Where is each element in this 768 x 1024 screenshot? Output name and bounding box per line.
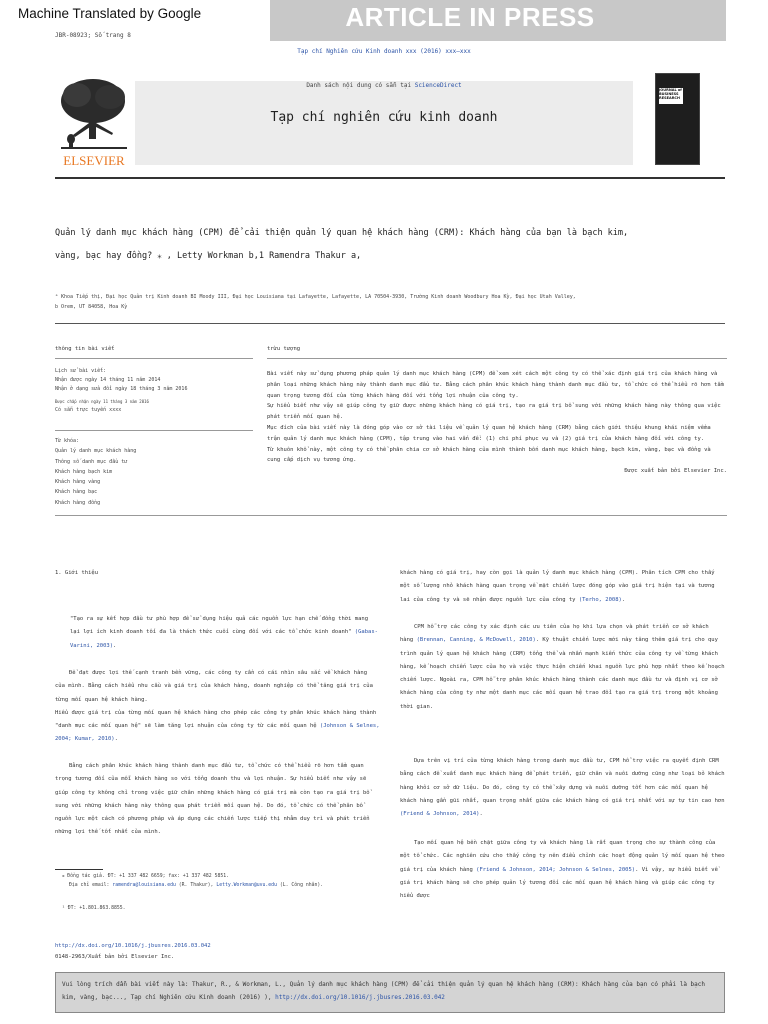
email-prefix: Địa chỉ email: <box>69 882 110 888</box>
revised-date: Nhận ở dạng sửa đổi ngày 18 tháng 3 năm 2016 <box>55 386 188 392</box>
abstract-publisher: Được xuất bản bởi Elsevier Inc. <box>624 468 727 475</box>
body-paragraph-text: Tạo mối quan hệ bền chặt giữa công ty và khách hàng là rất quan trọng cho sự thành công của một tổ chức. Các nghiên cứu cho thấy công ty nên điều chỉnh các hoạt động quản lý mối quan hệ theo giá trị của khách hàng <box>400 840 725 873</box>
citation-text <box>62 978 717 1004</box>
elsevier-wordmark: ELSEVIER <box>63 153 125 168</box>
affiliation-a-mark: ᵃ <box>55 294 59 300</box>
received-date: Nhận được ngày 14 tháng 11 năm 2014 <box>55 377 161 383</box>
citation-link[interactable]: (Friend & Johnson, 2014) <box>400 811 480 818</box>
keyword-item: Khách hàng vàng <box>55 479 101 486</box>
keyword-item: Khách hàng đồng <box>55 499 101 506</box>
manuscript-ref-code: JBR-08923; Số trang 8 <box>55 32 131 39</box>
abstract-end-rule <box>55 515 727 516</box>
article-info-heading: thông tin bài viết <box>55 346 115 352</box>
email-author: (R. Thakur), <box>178 882 214 888</box>
contents-line <box>135 82 633 89</box>
footnote-phone: ¹ ĐT: +1.801.863.8855. <box>62 906 126 911</box>
abstract-body <box>267 369 727 477</box>
online-date: Có sẵn trực tuyến xxxx <box>55 407 122 413</box>
sciencedirect-link[interactable]: ScienceDirect <box>414 82 462 89</box>
intro-paragraph-2 <box>55 760 380 840</box>
footnote-rule <box>55 869 103 870</box>
article-in-press-label: ARTICLE IN PRESS <box>345 2 595 32</box>
keyword-item: Khách hàng bạch kim <box>55 468 113 475</box>
affiliation-rule <box>55 323 725 324</box>
right-paragraph-1: khách hàng có giá trị, hay còn gọi là quản lý danh mục khách hàng (CPM). Phân tích CPM cho thấy một số lượng nhỏ khách hàng quan trọng về mặt chiến lược đóng góp vào giá trị hiện tại và tương lai của công ty và sẽ nhận được nguồn lực của công ty (Terho, 2008). <box>400 570 715 603</box>
right-paragraph-2 <box>400 621 725 714</box>
body-paragraph-text: Hiểu được giá trị của từng mối quan hệ khách hàng cho phép các công ty phân khúc khách hàng thành "danh mục các mối quan hệ" sẽ làm tăng lợi nhuận của công ty từ các mối quan hệ <box>55 709 377 730</box>
keyword-item: Thông số danh mục đầu tư <box>55 458 128 465</box>
elsevier-logo <box>55 73 133 168</box>
email-link[interactable]: ramendra@louisiana.edu <box>112 882 176 888</box>
contents-prefix: Danh sách nội dung có sẵn tại <box>306 82 412 89</box>
affiliation-b <box>55 304 127 310</box>
footnote-emails <box>62 882 382 891</box>
affiliation-a-text: Khoa Tiếp thị, Đại học Quản trị Kinh doanh BI Moody III, Đại học Louisiana tại Lafayette, Lafayette, LA 70504-3930, Trường Kinh doanh Woodbury Hoa Kỳ, Đại học Utah Valley, <box>61 294 576 300</box>
masthead-rule <box>55 177 725 179</box>
doi-link[interactable]: http://dx.doi.org/10.1016/j.jbusres.2016.03.042 <box>55 943 211 949</box>
intro-paragraph-1: Để đạt được lợi thế cạnh tranh bền vững, các công ty cần có cái nhìn sâu sắc về khách hàng của mình. Bằng cách hiểu nhu cầu và giá trị của khách hàng, doanh nghiệp có thể tăng giá trị của từng mối quan hệ khách hàng. Hiểu được giá trị của từng mối quan hệ khách hàng cho phép các công ty phân khúc khách hàng thành "danh mục các mối quan hệ" sẽ làm tăng lợi nhuận của công ty từ các mối quan hệ (Johnson & Selnes, 2004; Kumar, 2010). <box>55 667 380 747</box>
journal-name: Tạp chí nghiên cứu kinh doanh <box>270 110 498 125</box>
keywords-rule <box>55 430 253 431</box>
accepted-date: Được chấp nhận ngày 11 tháng 3 năm 2016 <box>55 399 149 404</box>
citation-link[interactable]: (Friend & Johnson, 2014; Johnson & Selnes, 2005) <box>476 866 636 873</box>
cover-title: JOURNAL of BUSINESS RESEARCH <box>659 88 682 100</box>
email-link[interactable]: Letty.Workman@uvu.edu <box>216 882 277 888</box>
abstract-paragraph: Mục đích của bài viết này là đóng góp vào cơ sở tài liệu về quản lý quan hệ khách hàng (CRM) bằng cách giới thiệu khung khái niệm vềma trận quản lý danh mục khách hàng (CPM), tập trung vào hai vấn đề: (1) chi phí phục vụ và (2) giá trị của khách hàng đối với công ty. <box>267 424 711 442</box>
history-heading: Lịch sử bài viết: <box>55 368 107 374</box>
citation-link[interactable]: (Brennan, Canning, & McDowell, 2010) <box>416 637 536 644</box>
citation-link[interactable]: (Johnson & Selnes, 2004; Kumar, 2010) <box>55 723 380 743</box>
abstract-paragraph: Từ khuôn khổ này, một công ty có thể phân chia cơ sở khách hàng của mình thành bốn danh mục khách hàng, bạch kim, vàng, bạc và đồng và cung cấp dịch vụ tương ứng. <box>267 446 711 464</box>
body-paragraph-text: . Kỹ thuật chiến lược mới này tăng thêm giá trị cho quy trình quản lý quan hệ khách hàng (CRM) tổng thể và nhấn mạnh kiến thức của công ty về từng khách hàng, kế hoạch chiến lược của họ và việc thực hiện chiến khai nguồn lực phù hợp nhất theo kế hoạch chiến lược. Ngoài ra, CPM hỗ trợ phân khúc khách hàng thành các danh mục đầu tư và định vị cơ sở khách hàng của công ty như một danh mục các mối quan hệ trao đổi tạo ra giá trị trong một khoảng thời gian. <box>400 637 725 710</box>
body-paragraph-text: CPM hỗ trợ các công ty xác định các ưu tiên của họ khi lựa chọn và phát triển cơ sở khách hàng <box>400 624 709 644</box>
article-history <box>55 367 255 415</box>
citation-link[interactable]: (Terho, 2008) <box>578 596 622 603</box>
affiliation-b-text: Orem, UT 84058, Hoa Kỳ <box>61 304 128 310</box>
article-title <box>55 222 685 268</box>
keyword-item: Khách hàng bạc <box>55 489 98 496</box>
quote-text: "Tạo ra sự kết hợp đầu tư phù hợp để sử dụng hiệu quả các nguồn lực hạn chế đồng thời mang lại lợi ích kinh doanh tối đa là thách thức cuối cùng đối với các tổ chức kinh doanh" <box>70 616 369 636</box>
email-author: (L. Công nhân). <box>279 882 324 888</box>
abstract-paragraph: Sự hiểu biết như vậy sẽ giúp công ty giữ được những khách hàng có giá trị, tạo ra giá trị bổ sung với những khách hàng này thông qua việc phát triển mối quan hệ. <box>267 403 721 421</box>
title-line-1: Quản lý danh mục khách hàng (CPM) để cải thiện quản lý quan hệ khách hàng (CRM): Khách hàng của bạn là bạch kim, <box>55 228 629 238</box>
title-line-2: vàng, bạc hay đồng? ⁎ , Letty Workman b,1 Ramendra Thakur a, <box>55 251 362 261</box>
citation-body: Vui lòng trích dẫn bài viết này là: Thakur, R., & Workman, L., Quản lý danh mục khách hàng (CPM) để cải thiện quản lý quan hệ khách hàng (CRM): Khách hàng của bạn có phải là bạch kim, vàng, bạc..., Tạp chí Nghiên cứu Kinh doanh (2016) ), <box>62 981 705 1001</box>
body-paragraph-text: Dựa trên vị trí của từng khách hàng trong danh mục đầu tư, CPM hỗ trợ việc ra quyết định CRM bằng cách đề xuất danh mục khách hàng để phát triển, giữ chân và nuôi dưỡng cũng như loại bỏ khách hàng khỏi cơ sở dữ liệu. Do đó, công ty có thể xây dựng và nuôi dưỡng tốt hơn các mối quan hệ khách hàng gần gũi nhất, quan trọng nhất giữa các khách hàng có giá trị nhất với sự tự tin cao hơn <box>400 758 725 804</box>
quote-citation-link[interactable]: (Gabas-Varini, 2003) <box>70 629 378 649</box>
affiliation-a <box>55 294 576 300</box>
epigraph-quote: "Tạo ra sự kết hợp đầu tư phù hợp để sử dụng hiệu quả các nguồn lực hạn chế đồng thời mang lại lợi ích kinh doanh tối đa là thách thức cuối cùng đối với các tổ chức kinh doanh" (Gabas-Varini, 2003). <box>70 616 378 649</box>
keywords-heading: Từ khóa: <box>55 438 80 444</box>
abstract-heading: trừu tượng <box>267 346 301 352</box>
footnote-corresponding <box>62 873 382 891</box>
affiliation-b-mark: b <box>55 304 59 310</box>
section-heading: 1. Giới thiệu <box>55 570 99 576</box>
body-paragraph-text: khách hàng có giá trị, hay còn gọi là quản lý danh mục khách hàng (CPM). Phân tích CPM cho thấy một số lượng nhỏ khách hàng quan trọng về mặt chiến lược đóng góp vào giá trị hiện tại và tương lai của công ty và sẽ nhận được nguồn lực của công ty <box>400 570 715 603</box>
right-paragraph-4 <box>400 837 725 903</box>
abstract-paragraph: Bài viết này sử dụng phương pháp quản lý danh mục khách hàng (CPM) để xem xét cách một công ty có thể xác định giá trị của khách hàng và phân loại những khách hàng này thành danh mục đầu tư. Bằng cách phân khúc khách hàng thành danh mục đầu tư, tổ chức có thể hiểu rõ hơn tầm quan trọng tương đối của từng khách hàng đối với tổng lợi nhuận của công ty. <box>267 371 724 399</box>
keywords-block <box>55 436 255 508</box>
journal-cover-image <box>655 73 700 165</box>
body-paragraph-text: . Vì vậy, sự hiểu biết về giá trị khách hàng sẽ cho phép quản lý tương đối các mối quan hệ khách hàng và giúp các công ty hiểu được <box>400 866 718 900</box>
issn-line: 0148-2963/Xuất bản bởi Elsevier Inc. <box>55 954 175 960</box>
body-paragraph: Bằng cách phân khúc khách hàng thành danh mục đầu tư, tổ chức có thể hiểu rõ hơn tầm quan trọng tương đối của mỗi khách hàng so với tổng doanh thu và lợi nhuận. Sự hiểu biết như vậy sẽ giúp công ty không chỉ trong việc giữ chân những khách hàng có giá trị mà còn tạo ra giá trị bổ sung với những khách hàng này thông qua phát triển mối quan hệ. Do đó, tổ chức có thể phân bổ nguồn lực một cách có phương pháp và áp dụng các chiến lược tiếp thị nhằm duy trì và phát triển những lợi thế tốt nhất của mình. <box>55 763 370 836</box>
abstract-rule <box>267 358 727 359</box>
keyword-item: Quản lý danh mục khách hàng <box>55 448 137 455</box>
translator-label: Machine Translated by Google <box>18 6 202 21</box>
citation-doi-link[interactable]: http://dx.doi.org/10.1016/j.jbusres.2016.03.042 <box>275 994 445 1001</box>
tree-logo-icon <box>55 73 133 168</box>
right-paragraph-3: Dựa trên vị trí của từng khách hàng trong danh mục đầu tư, CPM hỗ trợ việc ra quyết định CRM bằng cách đề xuất danh mục khách hàng để phát triển, giữ chân và nuôi dưỡng cũng như loại bỏ khách hàng khỏi cơ sở dữ liệu. Do đó, công ty có thể xây dựng và nuôi dưỡng tốt hơn các mối quan hệ khách hàng gần gũi nhất, quan trọng nhất giữa các khách hàng có giá trị nhất với sự tự tin cao hơn (Friend & Johnson, 2014). <box>400 758 725 818</box>
footnote-contact: ⁎ Đồng tác giả. ĐT: +1 337 482 6659; fax: +1 337 482 5851. <box>62 874 230 879</box>
article-info-rule <box>55 358 253 359</box>
journal-reference-link[interactable]: Tạp chí Nghiên cứu Kinh doanh xxx (2016) xxx–xxx <box>297 48 471 55</box>
body-paragraph: Để đạt được lợi thế cạnh tranh bền vững, các công ty cần có cái nhìn sâu sắc về khách hàng của mình. Bằng cách hiểu nhu cầu và giá trị của khách hàng, doanh nghiệp có thể tăng giá trị của từng mối quan hệ khách hàng. <box>55 670 373 703</box>
